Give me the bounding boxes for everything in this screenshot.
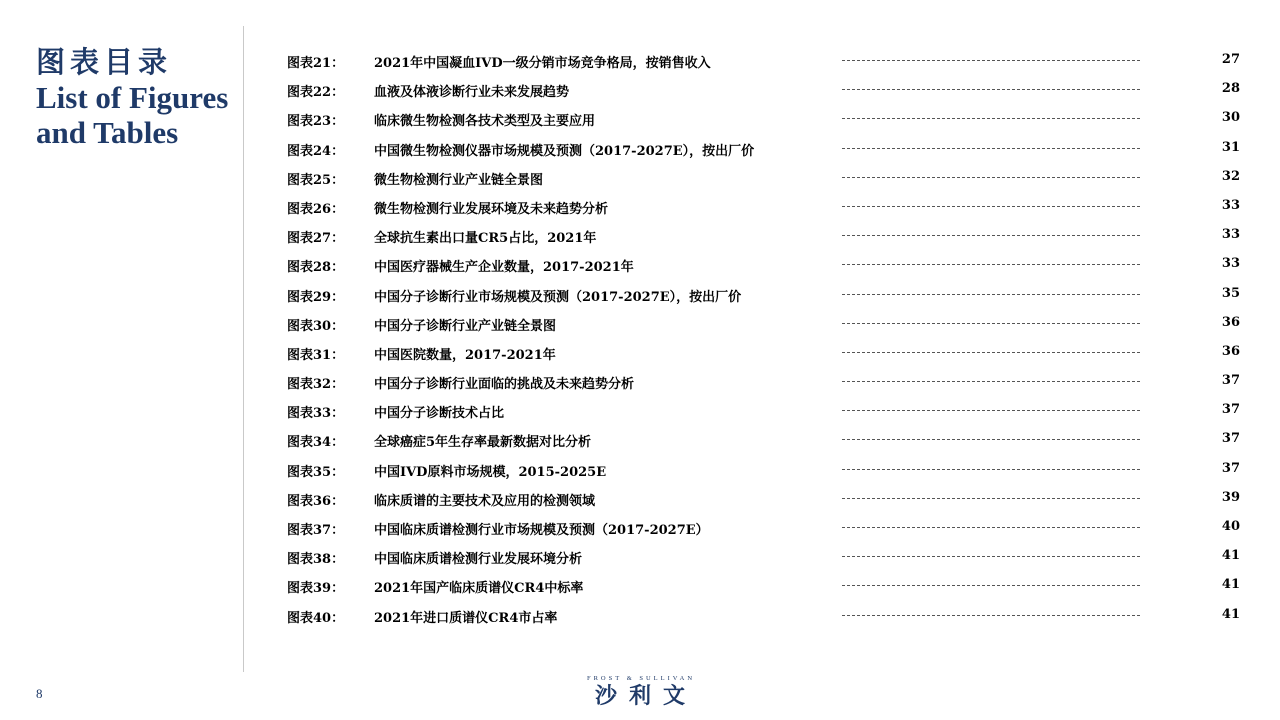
page-ref: 37: [1221, 460, 1240, 476]
figure-title: 中国分子诊断行业市场规模及预测（2017-2027E），按出厂价: [374, 289, 742, 305]
figure-number: 图表34：: [287, 435, 345, 451]
toc-row[interactable]: [287, 220, 1240, 249]
figure-title: 中国医疗器械生产企业数量，2017-2021年: [374, 260, 634, 276]
page-ref: 27: [1221, 52, 1240, 67]
page-ref: 33: [1221, 227, 1240, 243]
page-ref: 39: [1221, 489, 1240, 505]
figure-title: 中国临床质谱检测行业发展环境分析: [374, 552, 583, 568]
page-ref: 31: [1221, 139, 1240, 155]
page-ref: 37: [1221, 402, 1240, 418]
figure-title: 全球抗生素出口量CR5占比，2021年: [374, 231, 597, 247]
figure-number: 图表27：: [287, 231, 345, 247]
toc-row[interactable]: [287, 570, 1240, 599]
toc-row[interactable]: [287, 103, 1240, 132]
page-ref: 33: [1221, 256, 1240, 272]
figure-title: 微生物检测行业产业链全景图: [374, 172, 544, 188]
figure-title: 临床质谱的主要技术及应用的检测领域: [374, 493, 596, 509]
dotted-leader: [842, 498, 1140, 499]
toc-row[interactable]: [287, 45, 1240, 74]
logo-english: FROST & SULLIVAN: [586, 675, 696, 682]
dotted-leader: [842, 148, 1140, 149]
dotted-leader: [842, 118, 1140, 119]
page-ref: 35: [1221, 285, 1240, 301]
toc-row[interactable]: [287, 366, 1240, 395]
dotted-leader: [842, 439, 1140, 440]
figure-number: 图表37：: [287, 523, 345, 538]
dotted-leader: [842, 177, 1140, 178]
figure-title: 微生物检测行业发展环境及未来趋势分析: [374, 201, 609, 217]
company-logo: [572, 675, 710, 711]
toc-row[interactable]: [287, 308, 1240, 337]
figure-number: 图表25：: [287, 172, 345, 188]
figure-number: 图表36：: [287, 493, 345, 509]
figure-number: 图表24：: [287, 143, 345, 159]
page-number: 8: [36, 686, 43, 701]
figure-number: 图表35：: [287, 464, 345, 480]
figure-number: 图表38：: [287, 552, 345, 568]
figure-number: 图表33：: [287, 406, 345, 422]
figure-title: 血液及体液诊断行业未来发展趋势: [374, 85, 570, 101]
page-ref: 37: [1221, 431, 1240, 447]
dotted-leader: [842, 615, 1140, 616]
figure-number: 图表39：: [287, 581, 345, 597]
page-ref: 28: [1221, 81, 1240, 97]
figure-number: 图表21：: [287, 56, 345, 71]
title-english-line2: and Tables: [36, 115, 179, 150]
sidebar-title: [36, 44, 241, 150]
dotted-leader: [842, 527, 1140, 528]
title-chinese: 图表目录: [36, 45, 173, 79]
toc-row[interactable]: [287, 600, 1240, 629]
figure-title: 中国分子诊断行业产业链全景图: [374, 318, 557, 334]
dotted-leader: [842, 294, 1140, 295]
dotted-leader: [842, 381, 1140, 382]
dotted-leader: [842, 323, 1140, 324]
figure-title: 全球癌症5年生存率最新数据对比分析: [374, 435, 592, 451]
toc-row[interactable]: [287, 249, 1240, 278]
dotted-leader: [842, 206, 1140, 207]
page-ref: 40: [1221, 519, 1240, 534]
page-ref: 37: [1221, 373, 1240, 389]
dotted-leader: [842, 410, 1140, 411]
page-ref: 41: [1221, 577, 1240, 593]
figure-number: 图表28：: [287, 260, 345, 276]
page-ref: 36: [1221, 343, 1240, 359]
page-ref: 41: [1221, 548, 1240, 564]
toc-list: [287, 45, 1240, 629]
figure-number: 图表23：: [287, 114, 345, 130]
toc-row[interactable]: [287, 395, 1240, 424]
figure-title: 中国医院数量，2017-2021年: [374, 347, 556, 363]
toc-row[interactable]: [287, 541, 1240, 570]
dotted-leader: [842, 60, 1140, 61]
dotted-leader: [842, 89, 1140, 90]
logo-chinese: 沙利文: [594, 684, 697, 709]
dotted-leader: [842, 585, 1140, 586]
dotted-leader: [842, 352, 1140, 353]
page-ref: 30: [1221, 110, 1240, 126]
toc-row[interactable]: [287, 162, 1240, 191]
figure-title: 中国分子诊断行业面临的挑战及未来趋势分析: [374, 377, 635, 393]
toc-row[interactable]: [287, 424, 1240, 453]
figure-title: 中国IVD原料市场规模，2015-2025E: [374, 464, 607, 480]
title-english-line1: List of Figures: [36, 80, 229, 115]
toc-row[interactable]: [287, 483, 1240, 512]
toc-row[interactable]: [287, 512, 1240, 541]
toc-row[interactable]: [287, 279, 1240, 308]
figure-title: 2021年中国凝血IVD一级分销市场竞争格局，按销售收入: [374, 56, 711, 71]
dotted-leader: [842, 556, 1140, 557]
figure-title: 中国分子诊断技术占比: [374, 406, 505, 422]
figure-number: 图表29：: [287, 289, 345, 305]
divider: [243, 26, 244, 672]
page-ref: 33: [1221, 197, 1240, 213]
figure-number: 图表40：: [287, 610, 345, 626]
figure-number: 图表22：: [287, 85, 345, 101]
toc-row[interactable]: [287, 191, 1240, 220]
figure-number: 图表32：: [287, 377, 345, 393]
toc-row[interactable]: [287, 454, 1240, 483]
figure-title: 2021年进口质谱仪CR4市占率: [374, 610, 558, 626]
figure-title: 临床微生物检测各技术类型及主要应用: [374, 114, 596, 130]
figure-title: 中国临床质谱检测行业市场规模及预测（2017-2027E）: [374, 523, 709, 538]
toc-row[interactable]: [287, 74, 1240, 103]
toc-row[interactable]: [287, 133, 1240, 162]
figure-number: 图表30：: [287, 318, 345, 334]
dotted-leader: [842, 469, 1140, 470]
page-ref: 32: [1221, 168, 1240, 184]
figure-title: 2021年国产临床质谱仪CR4中标率: [374, 581, 584, 597]
page-ref: 41: [1221, 606, 1240, 622]
figure-number: 图表26：: [287, 201, 345, 217]
figure-number: 图表31：: [287, 347, 345, 363]
dotted-leader: [842, 264, 1140, 265]
dotted-leader: [842, 235, 1140, 236]
page-ref: 36: [1221, 314, 1240, 330]
toc-row[interactable]: [287, 337, 1240, 366]
figure-title: 中国微生物检测仪器市场规模及预测（2017-2027E），按出厂价: [374, 143, 755, 159]
